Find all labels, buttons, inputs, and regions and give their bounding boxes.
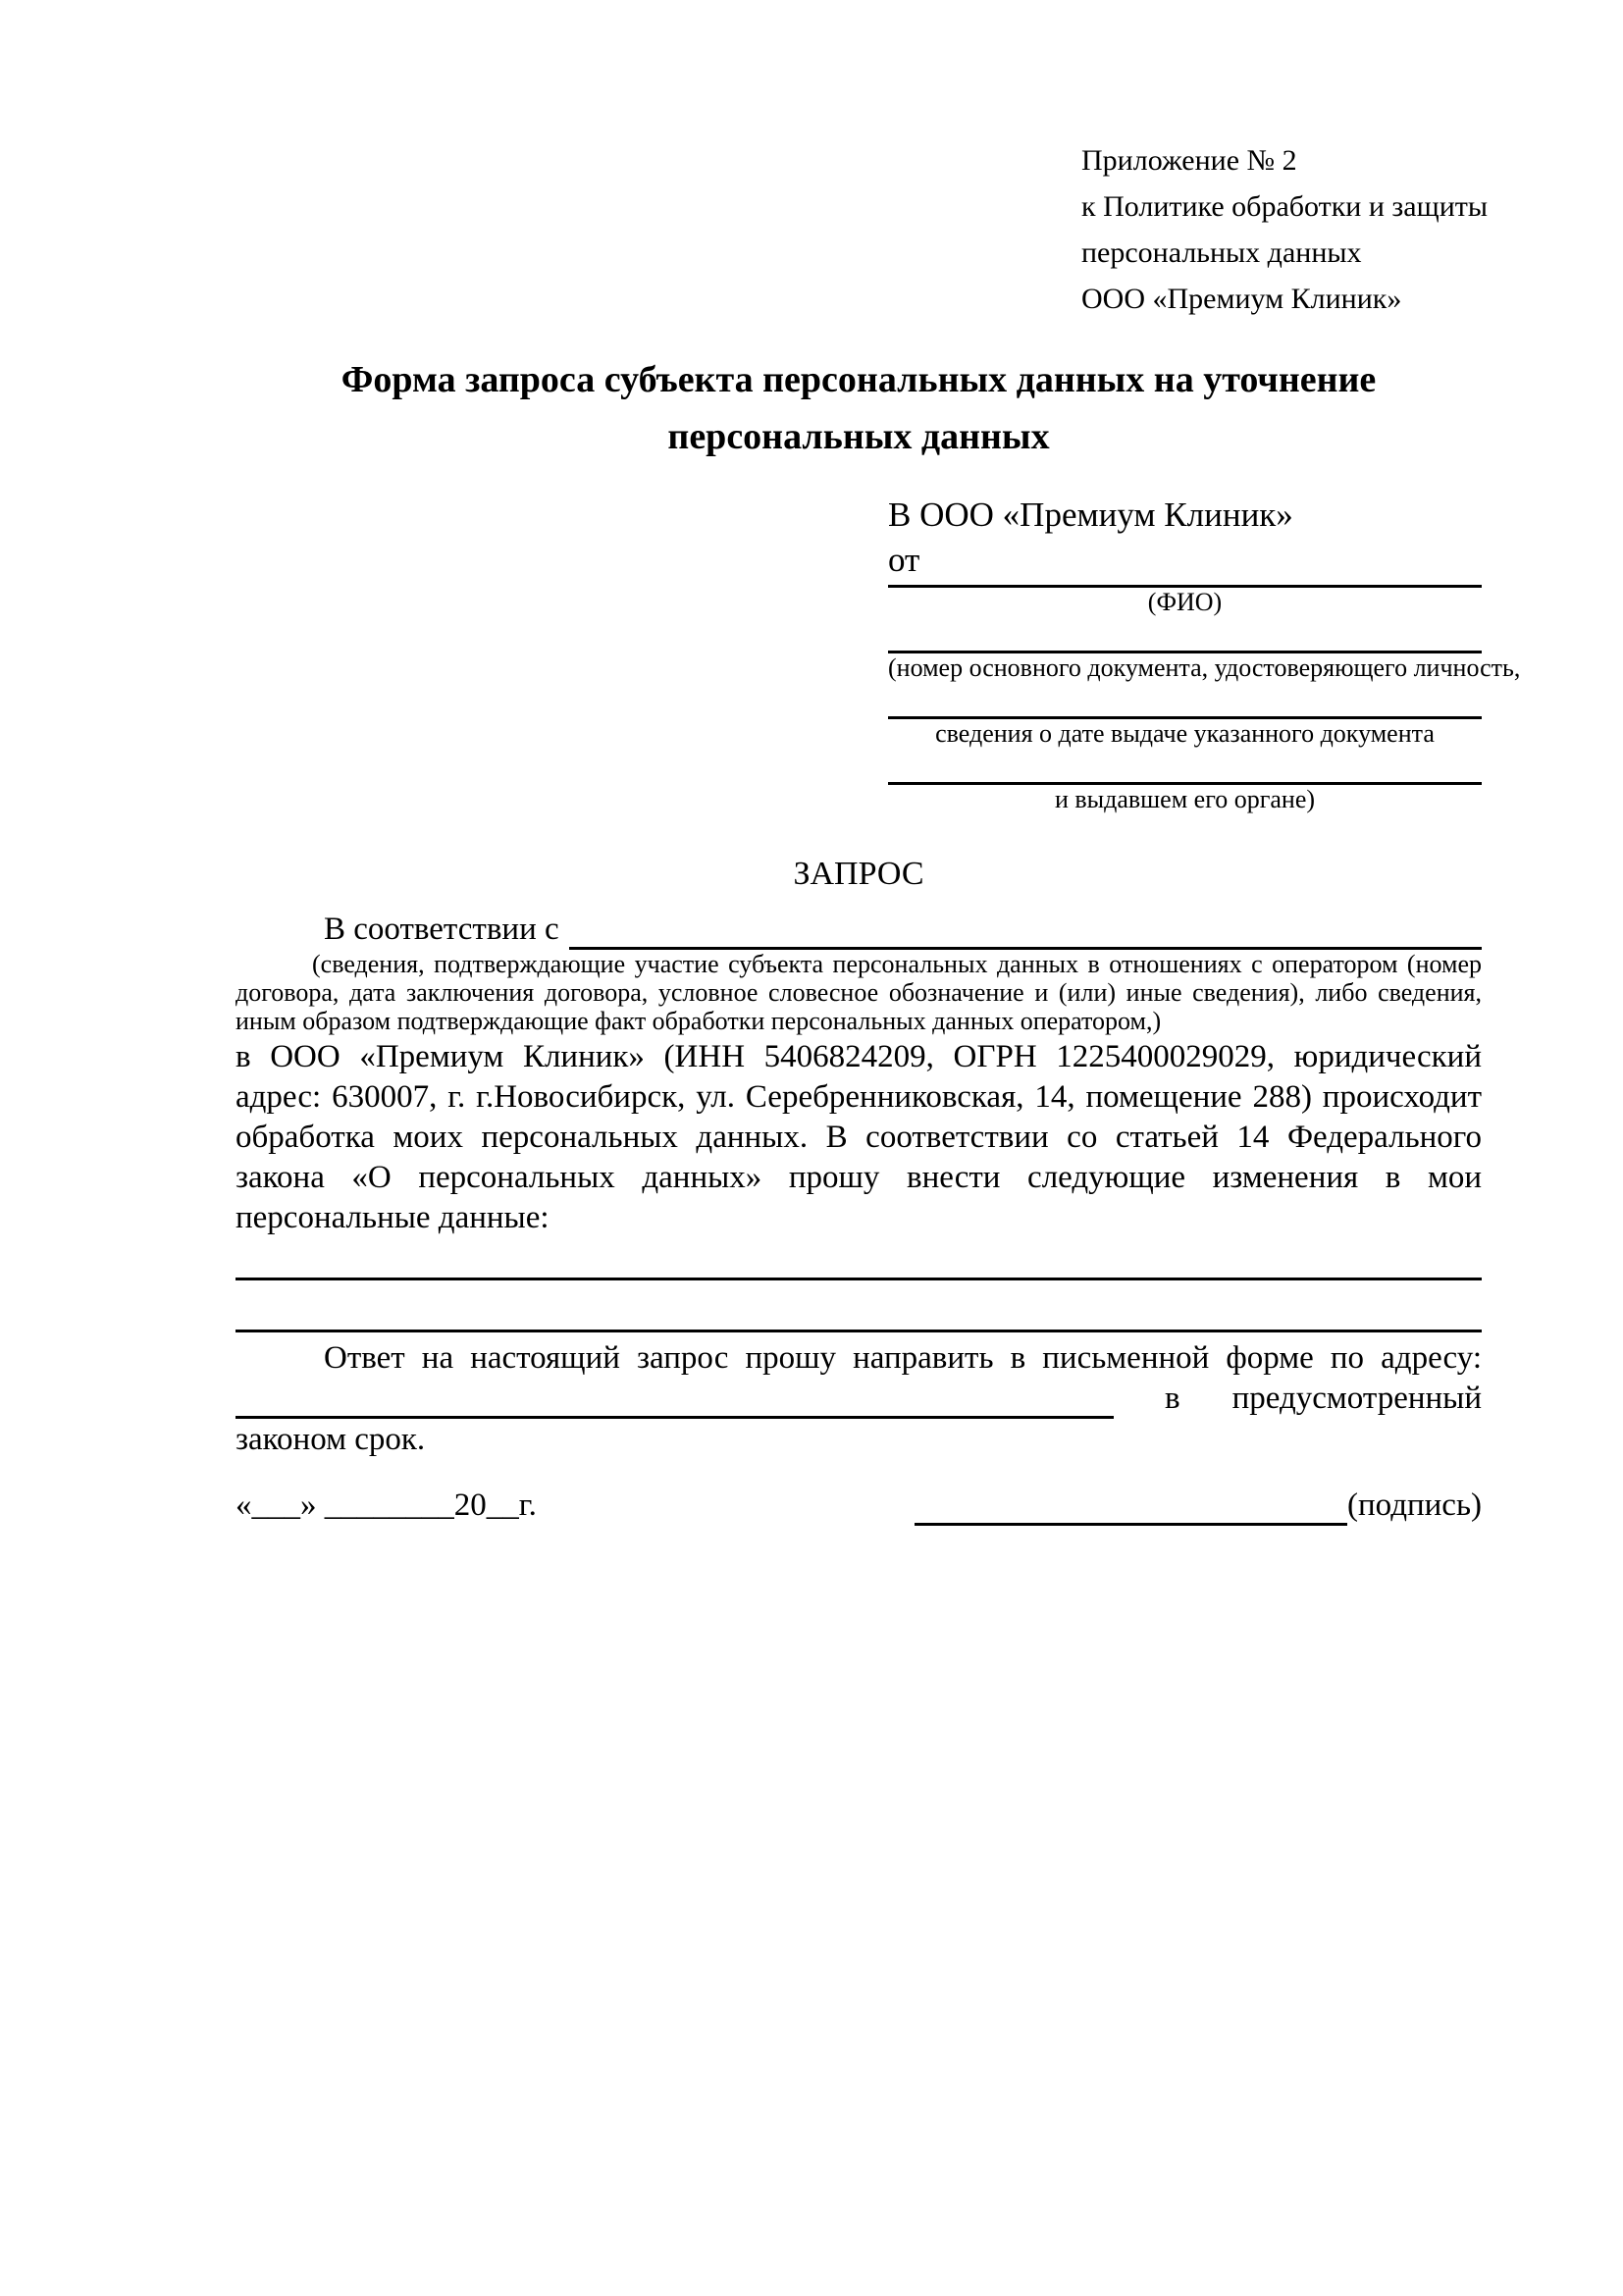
changes-blank-line-1 [236, 1252, 1482, 1280]
basis-row [236, 909, 1482, 950]
reply-word-a: в [1165, 1381, 1180, 1416]
fio-caption: (ФИО) [1147, 588, 1223, 616]
document-title: Форма запроса субъекта персональных данных на уточнение персональных данных [340, 359, 1377, 457]
appendix-line: Приложение № 2 [1081, 144, 1297, 177]
basis-blank-line [569, 913, 1482, 950]
page-content [236, 0, 1521, 1526]
appendix-line: ООО «Премиум Клиник» [1081, 283, 1402, 315]
issuing-authority-blank-line [888, 749, 1482, 785]
appendix-note [1081, 137, 1493, 322]
date-blank-field: «___» ________20__г. [236, 1487, 537, 1523]
reply-intro: Ответ на настоящий запрос прошу направить в письменной форме по адресу: [324, 1340, 1482, 1376]
reply-tail: законом срок. [236, 1422, 426, 1457]
appendix-line: к Политике обработки и защиты [1081, 190, 1489, 223]
signature-group [915, 1486, 1482, 1526]
id-document-blank-line [888, 617, 1482, 653]
reply-word-b: предусмотренный [1231, 1381, 1482, 1416]
signature-caption: (подпись) [1347, 1487, 1482, 1523]
footer-row [236, 1486, 1482, 1526]
address-blank-line [236, 1381, 1114, 1419]
signature-blank-line [915, 1487, 1347, 1526]
issuing-authority-caption: и выдавшем его органе) [1054, 785, 1316, 813]
id-document-caption: (номер основного документа, удостоверяющего личность, [888, 653, 1521, 682]
basis-label: В соответствии с [324, 912, 559, 947]
request-body: в ООО «Премиум Клиник» (ИНН 5406824209, ОГРН 1225400029029, юридический адрес: 630007, г. г.Новосибирск, ул. Серебренниковская, 14, помещение 288) происходит обработка моих персональных данных. В соответствии со статьей 14 Федерального закона «О персональных данных» прошу внести следующие изменения в мои персональные данные: [236, 1039, 1482, 1235]
addressee-to: В ООО «Премиум Клиник» [888, 496, 1293, 534]
issue-date-caption: сведения о дате выдаче указанного документа [935, 719, 1435, 748]
basis-footnote: (сведения, подтверждающие участие субъекта персональных данных в отношениях с оператором (номер договора, дата заключения договора, условное словесное обозначение и (или) иные сведения), либо сведения, иным образом подтверждающие факт обработки персональных данных оператором,) [236, 950, 1482, 1035]
addressee-from-label: от [888, 541, 920, 579]
reply-address-row [236, 1379, 1482, 1419]
request-heading: ЗАПРОС [793, 856, 924, 892]
addressee-block [888, 493, 1521, 814]
reply-continuation [1114, 1379, 1482, 1419]
issue-date-blank-line [888, 683, 1482, 719]
appendix-line: персональных данных [1081, 236, 1362, 269]
changes-blank-line-2 [236, 1280, 1482, 1332]
